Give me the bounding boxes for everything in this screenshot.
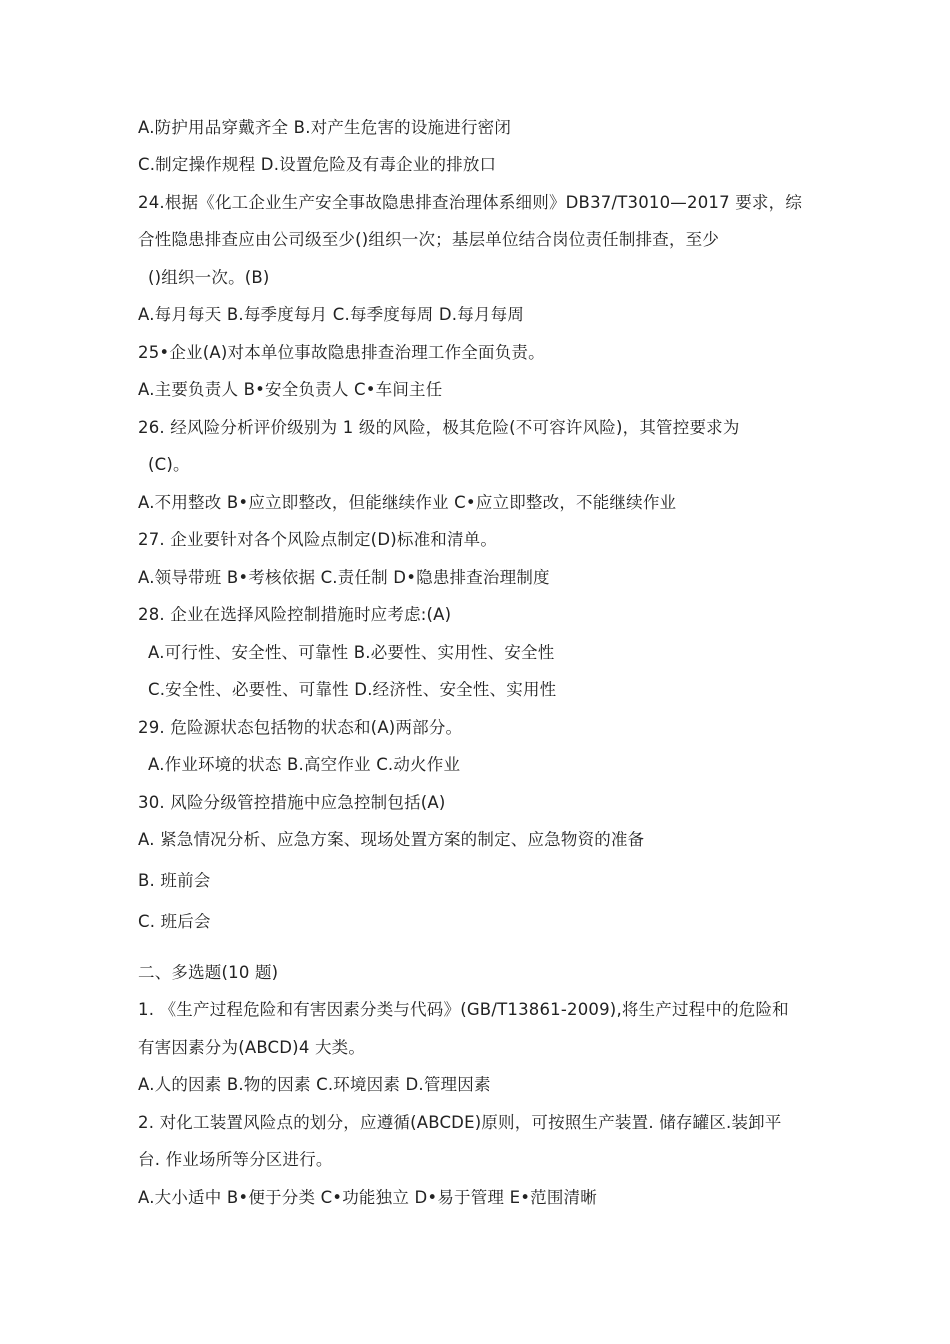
text-line: A.可行性、安全性、可靠性 B.必要性、实用性、安全性	[148, 643, 555, 662]
text-line: B. 班前会	[138, 871, 211, 890]
text-line: 27. 企业要针对各个风险点制定(D)标准和清单。	[138, 530, 498, 549]
text-line: 25•企业(A)对本单位事故隐患排查治理工作全面负责。	[138, 343, 545, 362]
text-line: C.制定操作规程 D.设置危险及有毒企业的排放口	[138, 155, 497, 174]
text-line: A.人的因素 B.物的因素 C.环境因素 D.管理因素	[138, 1075, 491, 1094]
text-line: A.主要负责人 B•安全负责人 C•车间主任	[138, 380, 443, 399]
text-line: 1. 《生产过程危险和有害因素分类与代码》(GB/T13861-2009),将生产过程中的危险和	[138, 1000, 789, 1019]
text-line: ()组织一次。(B)	[148, 268, 270, 287]
text-line: A.不用整改 B•应立即整改，但能继续作业 C•应立即整改，不能继续作业	[138, 493, 677, 512]
text-line: A.防护用品穿戴齐全 B.对产生危害的设施进行密闭	[138, 118, 512, 137]
text-line: 合性隐患排查应由公司级至少()组织一次；基层单位结合岗位责任制排查，至少	[138, 230, 720, 249]
text-line: 30. 风险分级管控措施中应急控制包括(A)	[138, 793, 446, 812]
text-line: C. 班后会	[138, 912, 211, 931]
text-line: A.大小适中 B•便于分类 C•功能独立 D•易于管理 E•范围清晰	[138, 1188, 597, 1207]
text-line: C.安全性、必要性、可靠性 D.经济性、安全性、实用性	[148, 680, 557, 699]
text-line: A.每月每天 B.每季度每月 C.每季度每周 D.每月每周	[138, 305, 525, 324]
text-line: A.领导带班 B•考核依据 C.责任制 D•隐患排查治理制度	[138, 568, 550, 587]
text-line: 24.根据《化工企业生产安全事故隐患排查治理体系细则》DB37/T3010—2017 要求，综	[138, 193, 803, 212]
text-line: 有害因素分为(ABCD)4 大类。	[138, 1038, 366, 1057]
text-line: 台. 作业场所等分区进行。	[138, 1150, 333, 1169]
text-line: A.作业环境的状态 B.高空作业 C.动火作业	[148, 755, 461, 774]
text-line: (C)。	[148, 455, 190, 474]
section-heading: 二、多选题(10 题)	[138, 963, 279, 982]
text-line: A. 紧急情况分析、应急方案、现场处置方案的制定、应急物资的准备	[138, 830, 645, 849]
text-line: 29. 危险源状态包括物的状态和(A)两部分。	[138, 718, 463, 737]
text-line: 26. 经风险分析评价级别为 1 级的风险，极其危险(不可容许风险)，其管控要求为	[138, 418, 740, 437]
text-line: 2. 对化工装置风险点的划分，应遵循(ABCDE)原则，可按照生产装置. 储存罐区.装卸平	[138, 1113, 782, 1132]
text-line: 28. 企业在选择风险控制措施时应考虑:(A)	[138, 605, 452, 624]
